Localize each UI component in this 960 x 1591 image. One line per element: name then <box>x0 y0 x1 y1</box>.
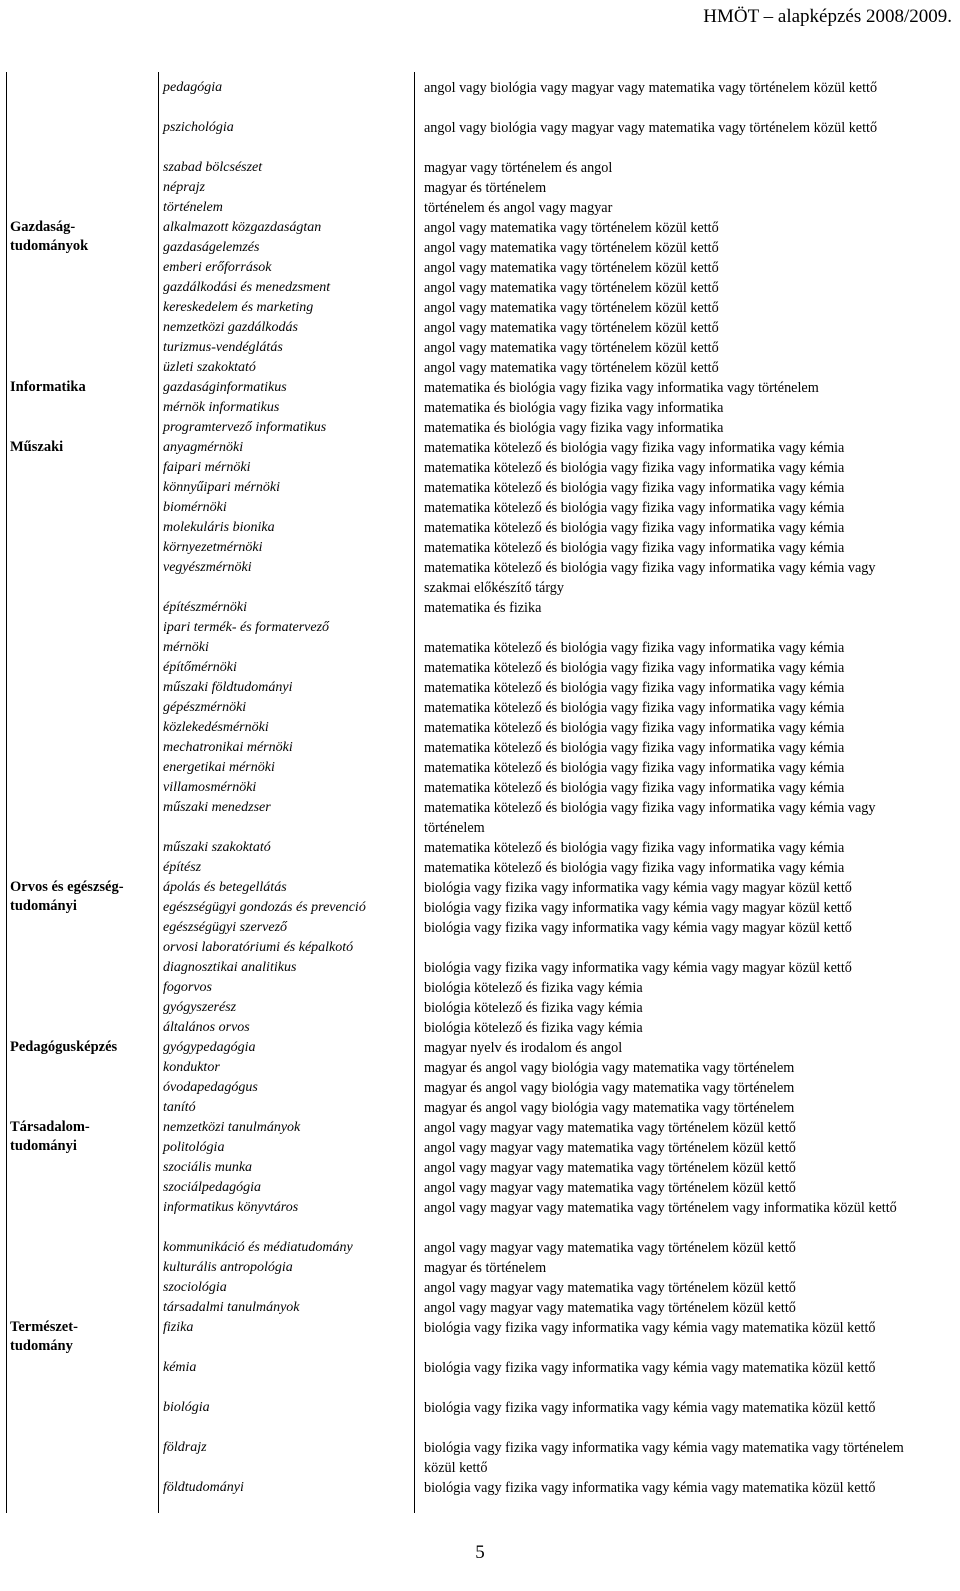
exam-requirement: matematika kötelező és biológia vagy fizika vagy informatika vagy kémia <box>424 500 845 516</box>
exam-requirement: matematika kötelező és biológia vagy fizika vagy informatika vagy kémia <box>424 860 845 876</box>
exam-requirement: magyar és történelem <box>424 180 547 196</box>
exam-requirement: biológia kötelező és fizika vagy kémia <box>424 1000 643 1016</box>
program-name: műszaki földtudományi <box>163 680 293 695</box>
table-row <box>0 678 960 698</box>
program-name: energetikai mérnöki <box>163 760 275 775</box>
page-number: 5 <box>475 1542 485 1563</box>
program-name: emberi erőforrások <box>163 260 272 275</box>
program-name: fogorvos <box>163 980 212 995</box>
table-row <box>0 1138 960 1158</box>
exam-requirement: biológia vagy fizika vagy informatika vagy kémia vagy magyar közül kettő <box>424 960 852 976</box>
program-name: orvosi laboratóriumi és képalkotó diagnosztikai analitikus <box>163 940 354 975</box>
program-name: molekuláris bionika <box>163 520 275 535</box>
exam-requirement: magyar nyelv és irodalom és angol <box>424 1040 623 1056</box>
table-row <box>0 938 960 978</box>
table-row <box>0 378 960 398</box>
exam-requirement: angol vagy magyar vagy matematika vagy történelem közül kettő <box>424 1120 796 1136</box>
exam-requirement: angol vagy magyar vagy matematika vagy történelem közül kettő <box>424 1140 796 1156</box>
program-name: biológia <box>163 1400 210 1415</box>
table-row <box>0 858 960 878</box>
program-name: ipari termék- és formatervező mérnöki <box>163 620 330 655</box>
program-name: könnyűipari mérnöki <box>163 480 281 495</box>
program-name: nemzetközi tanulmányok <box>163 1120 301 1135</box>
table-row <box>0 438 960 458</box>
program-name: programtervező informatikus <box>163 420 327 435</box>
table-row <box>0 78 960 118</box>
table-row <box>0 118 960 158</box>
exam-requirement: matematika és fizika <box>424 600 542 616</box>
program-name: földtudományi <box>163 1480 244 1495</box>
exam-requirement: matematika és biológia vagy fizika vagy informatika vagy történelem <box>424 380 819 396</box>
table-row <box>0 598 960 618</box>
table-row <box>0 1158 960 1178</box>
exam-requirement: magyar és angol vagy biológia vagy matematika vagy történelem <box>424 1060 795 1076</box>
exam-requirement: biológia vagy fizika vagy informatika vagy kémia vagy matematika közül kettő <box>424 1320 876 1336</box>
program-name: kémia <box>163 1360 197 1375</box>
category-label: Informatika <box>10 379 86 395</box>
program-name: anyagmérnöki <box>163 440 244 455</box>
table-row <box>0 618 960 658</box>
exam-requirement: angol vagy matematika vagy történelem közül kettő <box>424 240 719 256</box>
table-row <box>0 1278 960 1298</box>
category-label: Pedagógusképzés <box>10 1039 118 1055</box>
table-row <box>0 898 960 918</box>
exam-requirement: magyar és angol vagy biológia vagy matematika vagy történelem <box>424 1080 795 1096</box>
exam-requirement: biológia vagy fizika vagy informatika vagy kémia vagy magyar közül kettő <box>424 920 852 936</box>
program-name: társadalmi tanulmányok <box>163 1300 300 1315</box>
table-row <box>0 778 960 798</box>
exam-requirement: angol vagy matematika vagy történelem közül kettő <box>424 340 719 356</box>
category-label: Orvos és egészség- tudományi <box>10 879 124 914</box>
program-name: szociálpedagógia <box>163 1180 261 1195</box>
exam-requirement: biológia vagy fizika vagy informatika vagy kémia vagy magyar közül kettő <box>424 900 852 916</box>
exam-requirement: biológia vagy fizika vagy informatika vagy kémia vagy matematika közül kettő <box>424 1480 876 1496</box>
program-name: építőmérnöki <box>163 660 237 675</box>
program-name: nemzetközi gazdálkodás <box>163 320 298 335</box>
category-label: Gazdaság- tudományok <box>10 219 89 254</box>
program-name: pedagógia <box>163 80 223 95</box>
program-name: építész <box>163 860 202 875</box>
exam-requirement: biológia vagy fizika vagy informatika vagy kémia vagy matematika közül kettő <box>424 1400 876 1416</box>
program-name: kereskedelem és marketing <box>163 300 314 315</box>
table-row <box>0 1018 960 1038</box>
exam-requirement: matematika kötelező és biológia vagy fizika vagy informatika vagy kémia vagy történelem <box>424 800 876 836</box>
category-label: Természet- tudomány <box>10 1319 78 1354</box>
program-name: fizika <box>163 1320 194 1335</box>
program-name: gazdálkodási és menedzsment <box>163 280 331 295</box>
exam-requirement: matematika kötelező és biológia vagy fizika vagy informatika vagy kémia <box>424 440 845 456</box>
exam-requirement: angol vagy magyar vagy matematika vagy történelem közül kettő <box>424 1180 796 1196</box>
table-row <box>0 278 960 298</box>
table-row <box>0 1238 960 1258</box>
program-name: gyógypedagógia <box>163 1040 256 1055</box>
table-row <box>0 1078 960 1098</box>
exam-requirement: angol vagy magyar vagy matematika vagy történelem közül kettő <box>424 1160 796 1176</box>
exam-requirement: angol vagy matematika vagy történelem közül kettő <box>424 220 719 236</box>
table-row <box>0 198 960 218</box>
table-row <box>0 478 960 498</box>
exam-requirement: matematika kötelező és biológia vagy fizika vagy informatika vagy kémia <box>424 480 845 496</box>
table-row <box>0 1098 960 1118</box>
program-name: turizmus-vendéglátás <box>163 340 283 355</box>
exam-requirement: biológia vagy fizika vagy informatika vagy kémia vagy magyar közül kettő <box>424 880 852 896</box>
table-row <box>0 1398 960 1438</box>
page-header: HMÖT – alapképzés 2008/2009. <box>703 6 952 27</box>
table-row <box>0 238 960 258</box>
category-label: Műszaki <box>10 439 64 455</box>
exam-requirement: matematika kötelező és biológia vagy fizika vagy informatika vagy kémia <box>424 780 845 796</box>
exam-requirement: matematika kötelező és biológia vagy fizika vagy informatika vagy kémia <box>424 460 845 476</box>
program-name: gépészmérnöki <box>163 700 247 715</box>
program-name: egészségügyi szervező <box>163 920 288 935</box>
program-name: szociális munka <box>163 1160 253 1175</box>
program-name: néprajz <box>163 180 205 195</box>
program-name: ápolás és betegellátás <box>163 880 287 895</box>
table-row <box>0 398 960 418</box>
exam-requirement: angol vagy matematika vagy történelem közül kettő <box>424 320 719 336</box>
exam-requirement: matematika kötelező és biológia vagy fizika vagy informatika vagy kémia <box>424 720 845 736</box>
program-name: mérnök informatikus <box>163 400 280 415</box>
table-row <box>0 1058 960 1078</box>
exam-requirement: biológia kötelező és fizika vagy kémia <box>424 980 643 996</box>
table-row <box>0 258 960 278</box>
table-row <box>0 918 960 938</box>
program-name: környezetmérnöki <box>163 540 263 555</box>
table-row <box>0 318 960 338</box>
table-row <box>0 518 960 538</box>
admission-table <box>0 78 960 1518</box>
program-name: közlekedésmérnöki <box>163 720 269 735</box>
exam-requirement: matematika kötelező és biológia vagy fizika vagy informatika vagy kémia <box>424 840 845 856</box>
exam-requirement: matematika kötelező és biológia vagy fizika vagy informatika vagy kémia <box>424 680 845 696</box>
table-row <box>0 558 960 598</box>
exam-requirement: angol vagy biológia vagy magyar vagy matematika vagy történelem közül kettő <box>424 80 878 96</box>
exam-requirement: angol vagy biológia vagy magyar vagy matematika vagy történelem közül kettő <box>424 120 878 136</box>
exam-requirement: angol vagy magyar vagy matematika vagy történelem közül kettő <box>424 1280 796 1296</box>
exam-requirement: angol vagy magyar vagy matematika vagy történelem vagy informatika közül kettő <box>424 1200 897 1216</box>
program-name: műszaki menedzser <box>163 800 271 815</box>
program-name: történelem <box>163 200 223 215</box>
table-row <box>0 1038 960 1058</box>
program-name: politológia <box>163 1140 225 1155</box>
table-row <box>0 998 960 1018</box>
program-name: óvodapedagógus <box>163 1080 258 1095</box>
table-row <box>0 1298 960 1318</box>
exam-requirement: biológia vagy fizika vagy informatika vagy kémia vagy matematika vagy történelem közül kettő <box>424 1440 904 1476</box>
table-row <box>0 738 960 758</box>
program-name: gazdaságinformatikus <box>163 380 287 395</box>
program-name: mechatronikai mérnöki <box>163 740 293 755</box>
program-name: szociológia <box>163 1280 227 1295</box>
program-name: informatikus könyvtáros <box>163 1200 299 1215</box>
exam-requirement: matematika kötelező és biológia vagy fizika vagy informatika vagy kémia <box>424 700 845 716</box>
exam-requirement: magyar és történelem <box>424 1260 547 1276</box>
program-name: villamosmérnöki <box>163 780 257 795</box>
exam-requirement: matematika kötelező és biológia vagy fizika vagy informatika vagy kémia <box>424 640 845 656</box>
table-row <box>0 538 960 558</box>
table-row <box>0 1178 960 1198</box>
program-name: kommunikáció és médiatudomány <box>163 1240 353 1255</box>
table-row <box>0 418 960 438</box>
exam-requirement: matematika kötelező és biológia vagy fizika vagy informatika vagy kémia <box>424 660 845 676</box>
exam-requirement: matematika kötelező és biológia vagy fizika vagy informatika vagy kémia <box>424 760 845 776</box>
table-row <box>0 978 960 998</box>
exam-requirement: matematika és biológia vagy fizika vagy informatika <box>424 400 724 416</box>
program-name: kulturális antropológia <box>163 1260 293 1275</box>
exam-requirement: angol vagy matematika vagy történelem közül kettő <box>424 360 719 376</box>
program-name: szabad bölcsészet <box>163 160 263 175</box>
exam-requirement: biológia vagy fizika vagy informatika vagy kémia vagy matematika közül kettő <box>424 1360 876 1376</box>
exam-requirement: történelem és angol vagy magyar <box>424 200 613 216</box>
program-name: pszichológia <box>163 120 234 135</box>
exam-requirement: matematika kötelező és biológia vagy fizika vagy informatika vagy kémia <box>424 540 845 556</box>
exam-requirement: angol vagy matematika vagy történelem közül kettő <box>424 280 719 296</box>
table-row <box>0 1198 960 1238</box>
program-name: földrajz <box>163 1440 207 1455</box>
table-row <box>0 158 960 178</box>
program-name: biomérnöki <box>163 500 227 515</box>
exam-requirement: angol vagy magyar vagy matematika vagy történelem közül kettő <box>424 1240 796 1256</box>
table-row <box>0 1358 960 1398</box>
exam-requirement: angol vagy magyar vagy matematika vagy történelem közül kettő <box>424 1300 796 1316</box>
table-row <box>0 458 960 478</box>
exam-requirement: magyar vagy történelem és angol <box>424 160 613 176</box>
program-name: építészmérnöki <box>163 600 247 615</box>
table-row <box>0 1478 960 1518</box>
table-row <box>0 1438 960 1478</box>
program-name: gyógyszerész <box>163 1000 237 1015</box>
table-row <box>0 178 960 198</box>
table-row <box>0 338 960 358</box>
exam-requirement: matematika kötelező és biológia vagy fizika vagy informatika vagy kémia vagy szakmai előkészítő tárgy <box>424 560 876 596</box>
table-row <box>0 718 960 738</box>
exam-requirement: matematika kötelező és biológia vagy fizika vagy informatika vagy kémia <box>424 740 845 756</box>
table-row <box>0 498 960 518</box>
program-name: konduktor <box>163 1060 220 1075</box>
exam-requirement: magyar és angol vagy biológia vagy matematika vagy történelem <box>424 1100 795 1116</box>
exam-requirement: angol vagy matematika vagy történelem közül kettő <box>424 260 719 276</box>
program-name: egészségügyi gondozás és prevenció <box>163 900 366 915</box>
program-name: faipari mérnöki <box>163 460 251 475</box>
table-row <box>0 1258 960 1278</box>
table-row <box>0 358 960 378</box>
program-name: tanító <box>163 1100 196 1115</box>
table-row <box>0 798 960 838</box>
table-row <box>0 1318 960 1358</box>
program-name: vegyészmérnöki <box>163 560 252 575</box>
table-row <box>0 838 960 858</box>
program-name: alkalmazott közgazdaságtan <box>163 220 322 235</box>
exam-requirement: matematika és biológia vagy fizika vagy informatika <box>424 420 724 436</box>
exam-requirement: biológia kötelező és fizika vagy kémia <box>424 1020 643 1036</box>
table-row <box>0 658 960 678</box>
program-name: általános orvos <box>163 1020 250 1035</box>
category-label: Társadalom- tudományi <box>10 1119 90 1154</box>
exam-requirement: angol vagy matematika vagy történelem közül kettő <box>424 300 719 316</box>
table-row <box>0 758 960 778</box>
table-row <box>0 298 960 318</box>
program-name: gazdaságelemzés <box>163 240 260 255</box>
exam-requirement: matematika kötelező és biológia vagy fizika vagy informatika vagy kémia <box>424 520 845 536</box>
program-name: üzleti szakoktató <box>163 360 256 375</box>
table-row <box>0 698 960 718</box>
program-name: műszaki szakoktató <box>163 840 271 855</box>
